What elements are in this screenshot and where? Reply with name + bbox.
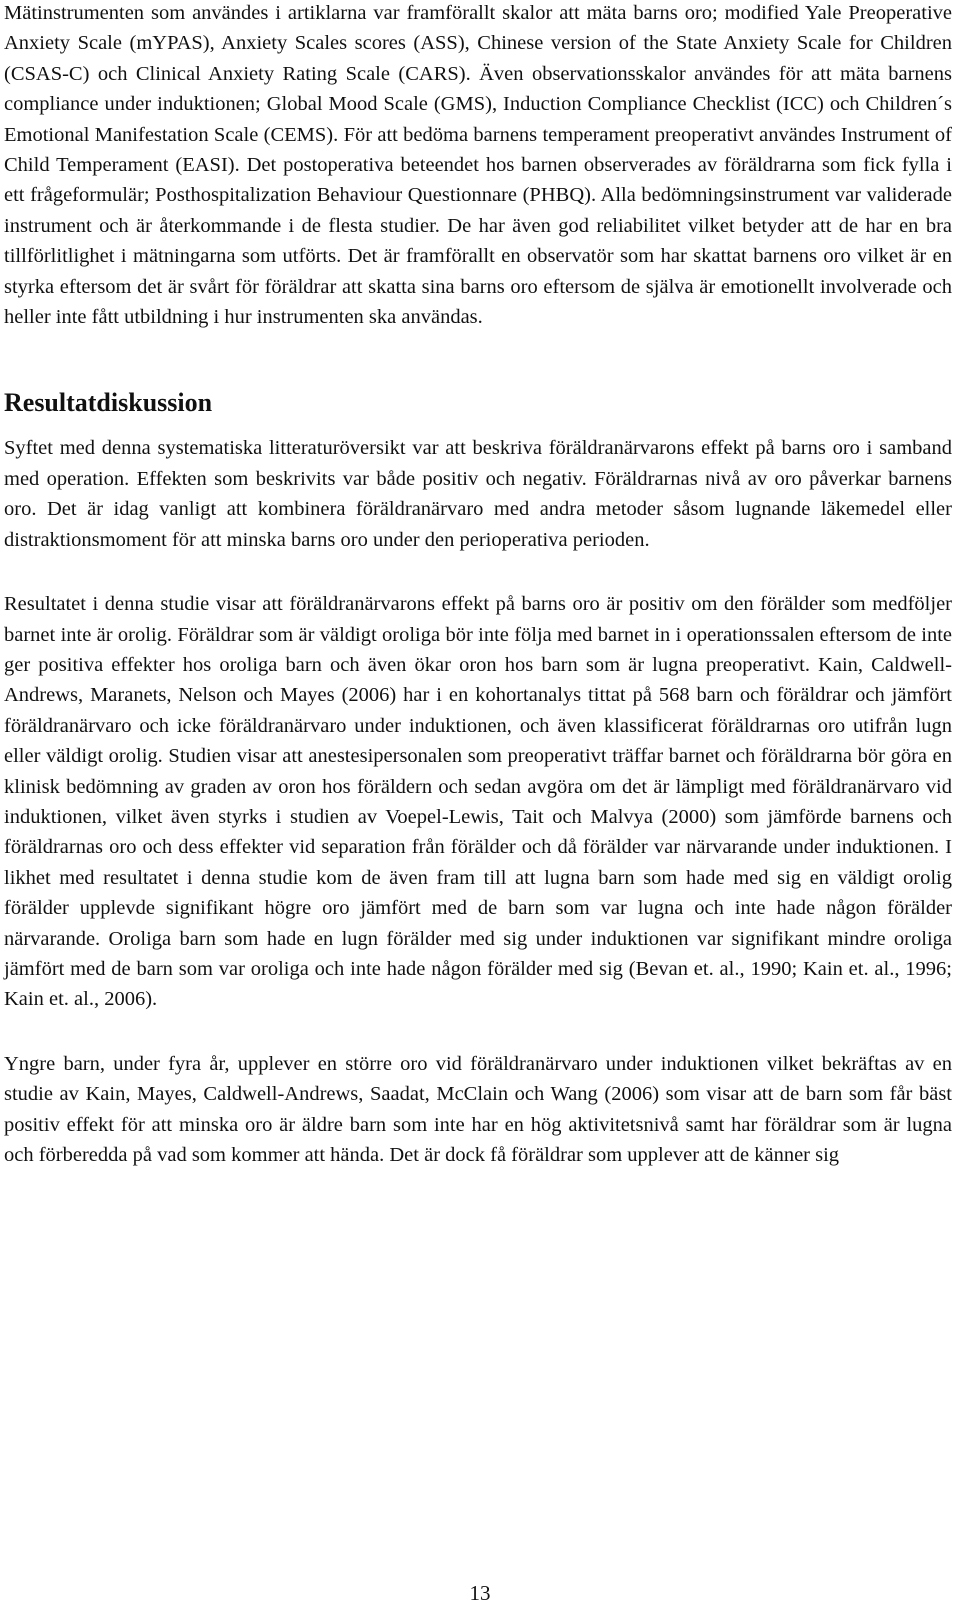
paragraph-aim: Syftet med denna systematiska litteraturöversikt var att beskriva föräldranärvarons effekt på barns oro i samband med operation. Effekten som beskrivits var både positiv och negativ. Föräldrarnas nivå av oro påverkar barnens oro. Det är idag vanligt att kombinera föräldranärvaro med andra metoder såsom lugnande läkemedel eller distraktionsmoment för att minska barns oro under den perioperativa perioden.	[4, 437, 952, 551]
paragraph-measurement-instruments: Mätinstrumenten som användes i artiklarna var framförallt skalor att mäta barns oro; modified Yale Preoperative Anxiety Scale (mYPAS), Anxiety Scales scores (ASS), Chinese version of the State Anxiety Scale for Children (CSAS-C) och Clinical Anxiety Rating Scale (CARS). Även observationsskalor användes för att mäta barnens compliance under induktionen; Global Mood Scale (GMS), Induction Compliance Checklist (ICC) och Children´s Emotional Manifestation Scale (CEMS). För att bedöma barnens temperament preoperativt användes Instrument of Child Temperament (EASI). Det postoperativa beteendet hos barnen observerades av föräldrarna som fick fylla i ett frågeformulär; Posthospitalization Behaviour Questionnare (PHBQ). Alla bedömningsinstrument var validerade instrument och är återkommande i de flesta studier. De har även god reliabilitet vilket betyder att de har en bra tillförlitlighet i mätningarna som utförts. Det är framförallt en observatör som har skattat barnens oro vilket är en styrka eftersom det är svårt för föräldrar att skatta sina barns oro eftersom de själva är emotionellt involverade och heller inte fått utbildning i hur instrumenten ska användas.	[4, 2, 952, 329]
paragraph-results: Resultatet i denna studie visar att föräldranärvarons effekt på barns oro är positiv om den förälder som medföljer barnet inte är orolig. Föräldrar som är väldigt oroliga bör inte följa med barnet in i operationssalen eftersom de inte ger positiva effekter hos oroliga barn och även ökar oron hos barn som är lugna preoperativt. Kain, Caldwell-Andrews, Maranets, Nelson och Mayes (2006) har i en kohortanalys tittat på 568 barn och föräldrar och jämfört föräldranärvaro och icke föräldranärvaro under induktionen, och även klassificerat föräldrarnas oro utifrån lugn eller väldigt orolig. Studien visar att anestesipersonalen som preoperativt träffar barnet och föräldrarna bör göra en klinisk bedömning av graden av oron hos föräldern och sedan avgöra om det är lämpligt med föräldranärvaro vid induktionen, vilket även styrks i studien av Voepel-Lewis, Tait och Malvya (2000) som jämförde barnens och föräldrarnas oro och dess effekter vid separation från förälder och då förälder var närvarande under induktionen. I likhet med resultatet i denna studie kom de även fram till att lugna barn som hade med sig en väldigt orolig förälder upplevde signifikant högre oro jämfört med de barn som var lugna och inte hade någon förälder närvarande. Oroliga barn som hade en lugn förälder med sig under induktionen var signifikant mindre oroliga jämfört med de barn som var oroliga och inte hade någon förälder med sig (Bevan et. al., 1990; Kain et. al., 1996; Kain et. al., 2006).	[4, 593, 952, 1011]
page-number: 13	[469, 1581, 491, 1605]
paragraph-younger-children: Yngre barn, under fyra år, upplever en större oro vid föräldranärvaro under induktionen vilket bekräftas av en studie av Kain, Mayes, Caldwell-Andrews, Saadat, McClain och Wang (2006) som visar att de barn som får bäst positiv effekt för att minska oro är äldre barn som inte har en hög aktivitetsnivå samt har föräldrar som är lugna och förberedda på vad som kommer att hända. Det är dock få föräldrar som upplever att de känner sig	[4, 1052, 952, 1166]
section-heading: Resultatdiskussion	[4, 388, 213, 418]
